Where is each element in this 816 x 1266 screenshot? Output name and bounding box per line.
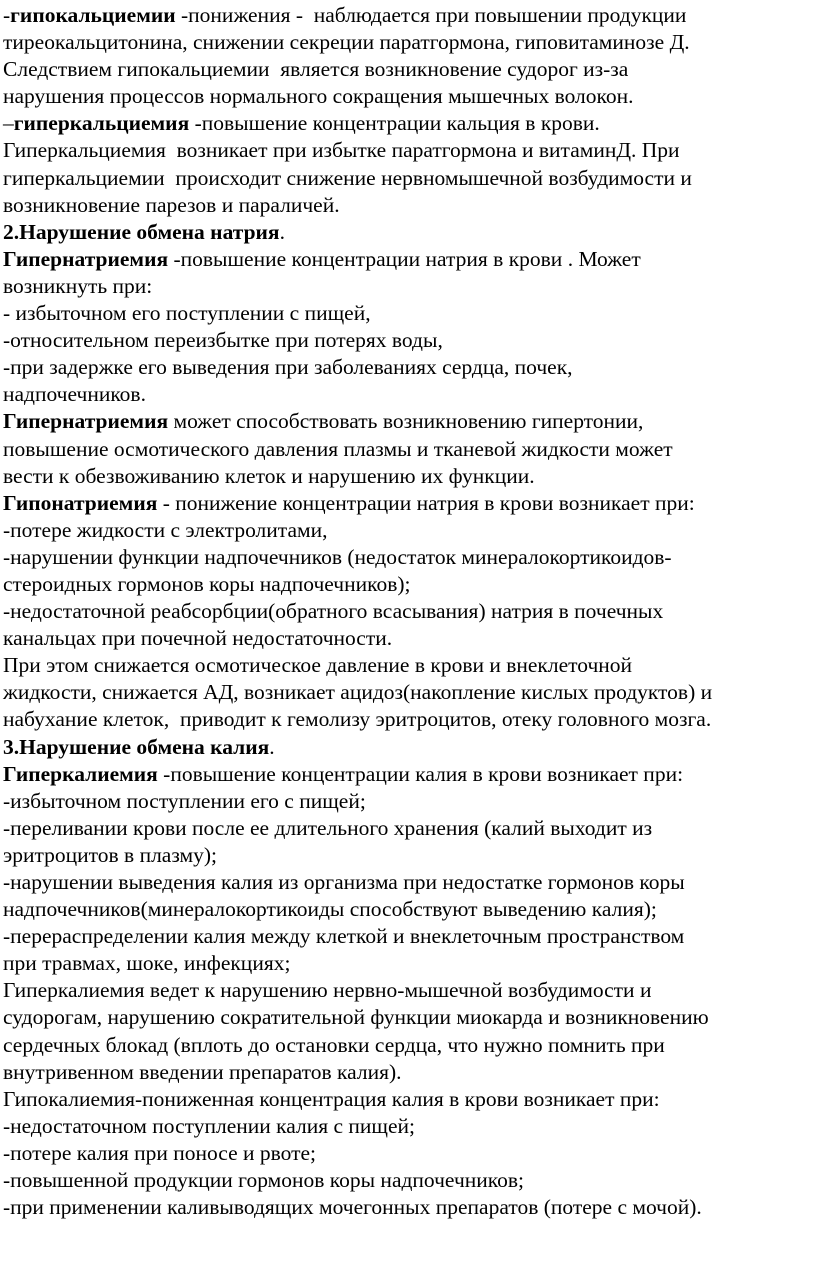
text-line	[3, 327, 816, 354]
bold-term: 3.Нарушение обмена калия	[3, 734, 270, 759]
text-line	[3, 354, 816, 381]
text-segment: -при применении каливыводящих мочегонных препаратов (потере с мочой).	[3, 1195, 702, 1220]
text-line	[3, 869, 816, 896]
text-line	[3, 1032, 816, 1059]
text-segment: -перераспределении калия между клеткой и внеклеточным пространством	[3, 924, 685, 949]
text-line	[3, 436, 816, 463]
text-segment: Следствием гипокальциемии является возникновение судорог из-за	[3, 57, 629, 82]
text-line	[3, 273, 816, 300]
text-segment: набухание клеток, приводит к гемолизу эритроцитов, отеку головного мозга.	[3, 707, 712, 732]
text-segment: -нарушении выведения калия из организма при недостатке гормонов коры	[3, 870, 685, 894]
text-segment: -переливании крови после ее длительного хранения (калий выходит из	[3, 815, 653, 840]
text-line	[3, 29, 816, 56]
text-segment: эритроцитов в плазму);	[3, 842, 218, 867]
text-line	[3, 571, 816, 598]
bold-term: Гипернатриемия	[3, 246, 169, 271]
text-segment: внутривенном введении препаратов калия).	[3, 1059, 402, 1084]
text-segment: тиреокальцитонина, снижении секреции паратгормона, гиповитаминозе Д.	[3, 30, 690, 55]
text-line	[3, 56, 816, 83]
text-line	[3, 625, 816, 652]
text-line	[3, 679, 816, 706]
text-line	[3, 137, 816, 164]
text-line	[3, 110, 816, 137]
bold-term: Гипонатриемия	[3, 490, 158, 515]
text-segment: -при задержке его выведения при заболеваниях сердца, почек,	[3, 355, 573, 380]
text-line	[3, 408, 816, 435]
text-line	[3, 788, 816, 815]
text-segment: -повышенной продукции гормонов коры надпочечников;	[3, 1168, 524, 1193]
text-line	[3, 1086, 816, 1113]
bold-term: гипокальциемии	[10, 3, 176, 27]
text-segment: надпочечников(минералокортикоиды способствуют выведению калия);	[3, 897, 657, 922]
text-segment: –	[3, 111, 14, 136]
text-segment: -повышение концентрации натрия в крови . Может	[168, 246, 641, 271]
text-line	[3, 165, 816, 192]
text-segment: Гипокалиемия-пониженная концентрация калия в крови возникает при:	[3, 1086, 660, 1111]
text-segment: -избыточном поступлении его с пищей;	[3, 788, 366, 813]
text-segment: нарушения процессов нормального сокращения мышечных волокон.	[3, 84, 634, 109]
text-line	[3, 1194, 816, 1221]
text-line	[3, 950, 816, 977]
bold-term: 2.Нарушение обмена натрия	[3, 219, 280, 244]
text-segment: вести к обезвоживанию клеток и нарушению их функции.	[3, 463, 535, 488]
text-segment: -недостаточной реабсорбции(обратного всасывания) натрия в почечных	[3, 599, 664, 624]
text-segment: возникнуть при:	[3, 273, 153, 298]
text-line	[3, 219, 816, 246]
text-line	[3, 1004, 816, 1031]
text-segment: - понижение концентрации натрия в крови возникает при:	[157, 490, 695, 515]
text-line	[3, 923, 816, 950]
text-line	[3, 517, 816, 544]
text-segment: сердечных блокад (вплоть до остановки сердца, что нужно помнить при	[3, 1032, 665, 1057]
text-segment: -	[3, 3, 11, 27]
text-line	[3, 246, 816, 273]
text-line	[3, 1059, 816, 1086]
text-line	[3, 1167, 816, 1194]
text-line	[3, 1113, 816, 1140]
text-line	[3, 652, 816, 679]
text-segment: -относительном переизбытке при потерях воды,	[3, 328, 443, 353]
text-segment: -потере калия при поносе и рвоте;	[3, 1140, 317, 1165]
text-segment: .	[269, 734, 275, 759]
text-line	[3, 544, 816, 571]
bold-term: Гиперкалиемия	[3, 761, 158, 786]
text-line	[3, 977, 816, 1004]
text-segment: -недостаточном поступлении калия с пищей;	[3, 1113, 416, 1138]
text-line	[3, 842, 816, 869]
text-segment: судорогам, нарушению сократительной функции миокарда и возникновению	[3, 1005, 709, 1030]
text-segment: Гиперкальциемия возникает при избытке паратгормона и витаминД. При	[3, 138, 680, 163]
text-line	[3, 815, 816, 842]
text-segment: при травмах, шоке, инфекциях;	[3, 951, 291, 976]
text-line	[3, 463, 816, 490]
text-line	[3, 706, 816, 733]
bold-term: Гипернатриемия	[3, 409, 169, 434]
text-segment: возникновение парезов и параличей.	[3, 192, 340, 217]
text-segment: -нарушении функции надпочечников (недостаток минералокортикоидов-	[3, 544, 672, 569]
text-line	[3, 300, 816, 327]
bold-term: гиперкальциемия	[13, 111, 190, 136]
text-segment: может способствовать возникновению гипертонии,	[168, 409, 644, 434]
text-line	[3, 761, 816, 788]
text-segment: канальцах при почечной недостаточности.	[3, 626, 393, 651]
text-line	[3, 734, 816, 761]
text-line	[3, 598, 816, 625]
text-segment: повышение осмотического давления плазмы и тканевой жидкости может	[3, 436, 673, 461]
text-segment: стероидных гормонов коры надпочечников);	[3, 571, 411, 596]
text-line	[3, 490, 816, 517]
text-segment: -повышение концентрации калия в крови возникает при:	[157, 761, 684, 786]
text-segment: жидкости, снижается АД, возникает ацидоз(накопление кислых продуктов) и	[3, 680, 713, 705]
text-segment: гиперкальциемии происходит снижение нервномышечной возбудимости и	[3, 165, 692, 190]
text-segment: При этом снижается осмотическое давление в крови и внеклеточной	[3, 653, 633, 678]
text-line	[3, 83, 816, 110]
text-line	[3, 192, 816, 219]
text-segment: надпочечников.	[3, 382, 146, 407]
text-line	[3, 1140, 816, 1167]
text-segment: -повышение концентрации кальция в крови.	[189, 111, 600, 136]
text-segment: -потере жидкости с электролитами,	[3, 517, 328, 542]
text-line	[3, 2, 816, 29]
text-line	[3, 381, 816, 408]
text-line	[3, 896, 816, 923]
text-segment: .	[279, 219, 285, 244]
text-segment: -понижения - наблюдается при повышении продукции	[175, 3, 687, 27]
text-segment: Гиперкалиемия ведет к нарушению нервно-мышечной возбудимости и	[3, 978, 652, 1003]
text-segment: - избыточном его поступлении с пищей,	[3, 301, 371, 326]
